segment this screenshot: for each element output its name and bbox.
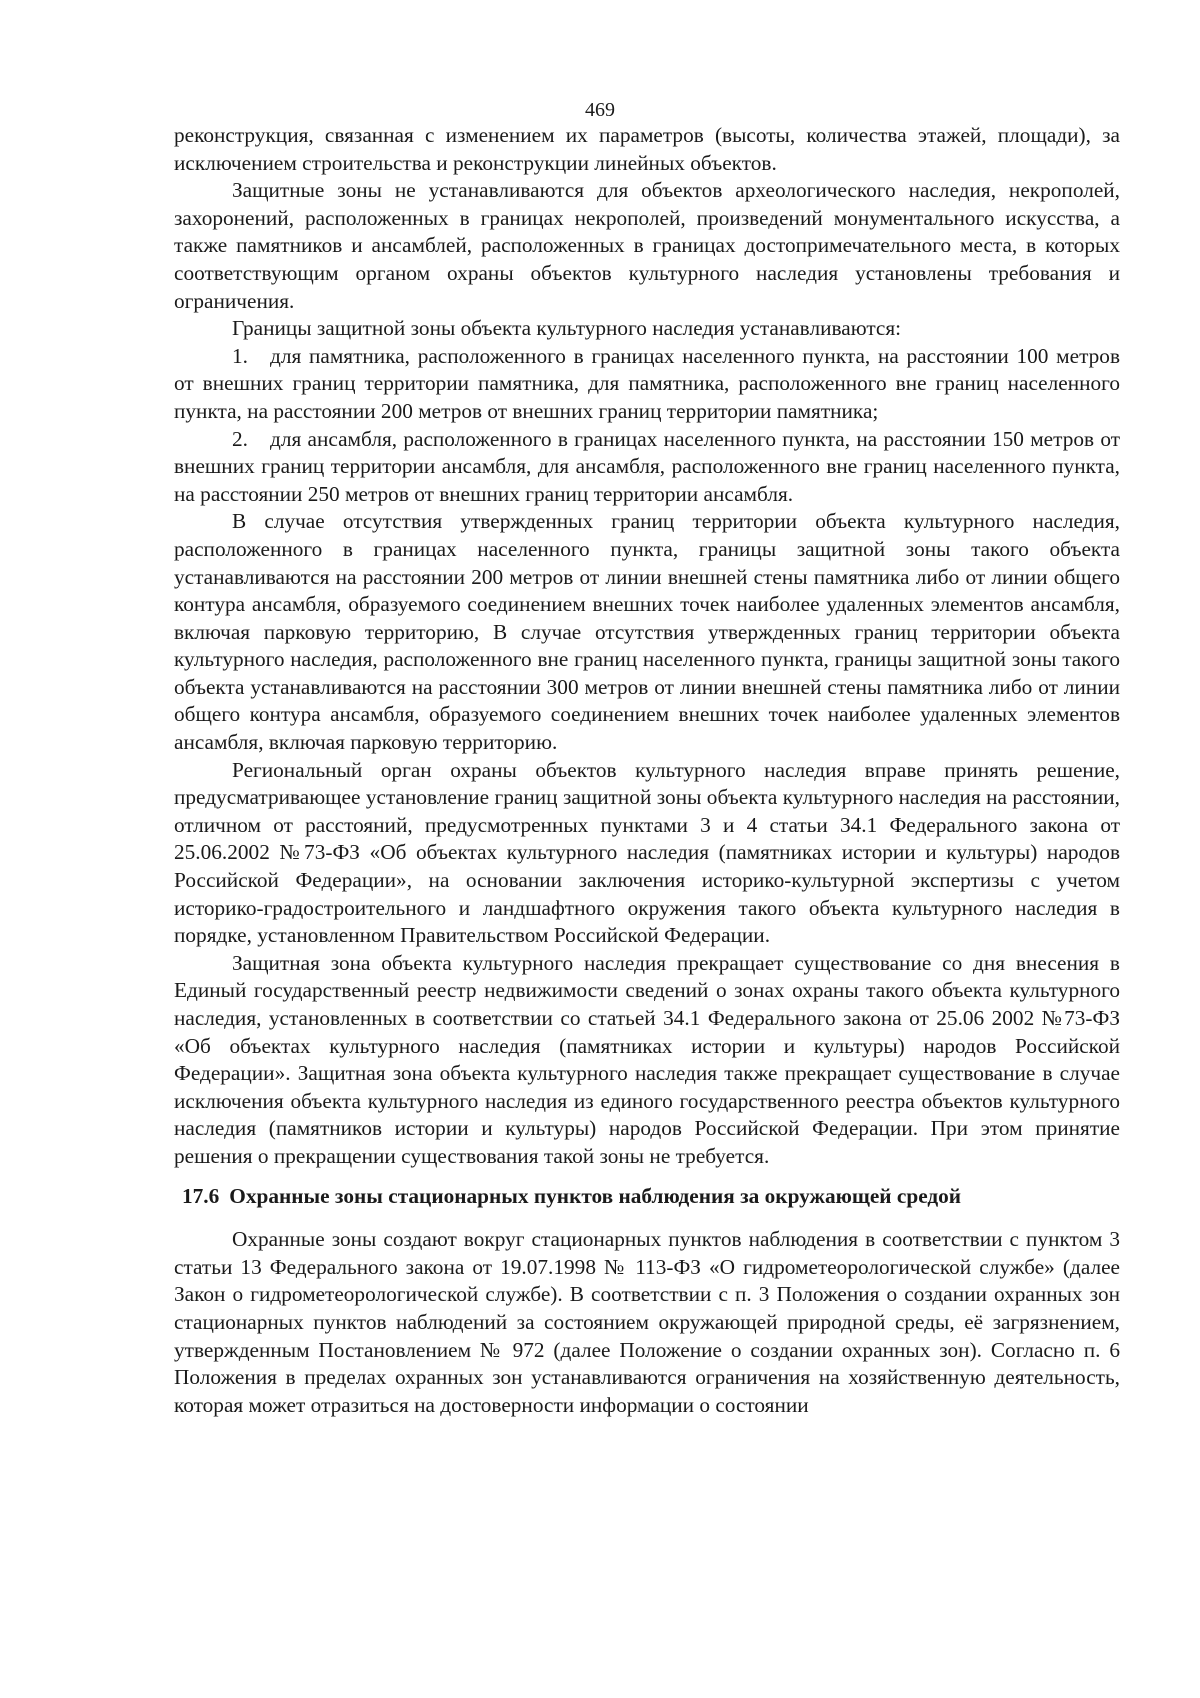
list-item-number: 2. [232, 426, 248, 451]
list-item-number: 1. [232, 343, 248, 368]
section-title: Охранные зоны стационарных пунктов наблюдения за окружающей средой [229, 1183, 962, 1208]
paragraph-boundaries-intro: Границы защитной зоны объекта культурного наследия устанавливаются: [232, 316, 902, 341]
list-item-monument [174, 343, 1120, 426]
paragraph-continuation: реконструкция, связанная с изменением их параметров (высоты, количества этажей, площади), за исключением строительства и реконструкции линейных объектов. [174, 123, 1120, 175]
list-item-ensemble [174, 426, 1120, 509]
section-heading [174, 1183, 1120, 1211]
paragraph-missing-boundaries: В случае отсутствия утвержденных границ территории объекта культурного наследия, расположенного в границах населенного пункта, границы защитной зоны такого объекта устанавливаются на расстоянии 200 метров от линии внешней стены памятника либо от линии общего контура ансамбля, образуемого соединением внешних точек наиболее удаленных элементов ансамбля, включая парковую территорию, В случае отсутствия утвержденных границ территории объекта культурного наследия, расположенного вне границ населенного пункта, границы защитной зоны такого объекта устанавливаются на расстоянии 300 метров от линии внешней стены памятника либо от линии общего контура ансамбля, образуемого соединением внешних точек наиболее удаленных элементов ансамбля, включая парковую территорию. [174, 509, 1120, 755]
section-number: 17.6 [182, 1183, 220, 1208]
paragraph-observation-zones: Охранные зоны создают вокруг стационарных пунктов наблюдения в соответствии с пунктом 3 статьи 13 Федерального закона от 19.07.1998 № 113-ФЗ «О гидрометеорологической службе» (далее Закон о гидрометеорологической службе). В соответствии с п. 3 Положения о создании охранных зон стационарных пунктов наблюдений за состоянием окружающей природной среды, её загрязнением, утвержденным Постановлением № 972 (далее Положение о создании охранных зон). Согласно п. 6 Положения в пределах охранных зон устанавливаются ограничения на хозяйственную деятельность, которая может отразиться на достоверности информации о состоянии [174, 1227, 1120, 1417]
paragraph-regional-authority: Региональный орган охраны объектов культурного наследия вправе принять решение, предусматривающее установление границ защитной зоны объекта культурного наследия на расстоянии, отличном от расстояний, предусмотренных пунктами 3 и 4 статьи 34.1 Федерального закона от 25.06.2002 №73-ФЗ «Об объектах культурного наследия (памятниках истории и культуры) народов Российской Федерации», на основании заключения историко-культурной экспертизы с учетом историко-градостроительного и ландшафтного окружения такого объекта культурного наследия в порядке, установленном Правительством Российской Федерации. [174, 757, 1120, 948]
document-body [174, 122, 1120, 1419]
list-item-text: для памятника, расположенного в границах населенного пункта, на расстоянии 100 метров от внешних границ территории памятника, для памятника, расположенного вне границ населенного пункта, на расстоянии 200 метров от внешних границ территории памятника; [174, 343, 1120, 423]
list-item-text: для ансамбля, расположенного в границах населенного пункта, на расстоянии 150 метров от внешних границ территории ансамбля, для ансамбля, расположенного вне границ населенного пункта, на расстоянии 250 метров от внешних границ территории ансамбля. [174, 426, 1120, 506]
paragraph-zone-termination: Защитная зона объекта культурного наследия прекращает существование со дня внесения в Единый государственный реестр недвижимости сведений о зонах охраны такого объекта культурного наследия, установленных в соответствии со статьей 34.1 Федерального закона от 25.06 2002 №73-ФЗ «Об объектах культурного наследия (памятниках истории и культуры) народов Российской Федерации». Защитная зона объекта культурного наследия также прекращает существование в случае исключения объекта культурного наследия из единого государственного реестра объектов культурного наследия (памятников истории и культуры) народов Российской Федерации. При этом принятие решения о прекращении существования такой зоны не требуется. [174, 950, 1120, 1168]
page-number: 469 [585, 99, 615, 121]
paragraph-protective-zones-exceptions: Защитные зоны не устанавливаются для объектов археологического наследия, некрополей, захоронений, расположенных в границах некрополей, произведений монументального искусства, а также памятников и ансамблей, расположенных в границах достопримечательного места, в которых соответствующим органом охраны объектов культурного наследия установлены требования и ограничения. [174, 178, 1120, 313]
